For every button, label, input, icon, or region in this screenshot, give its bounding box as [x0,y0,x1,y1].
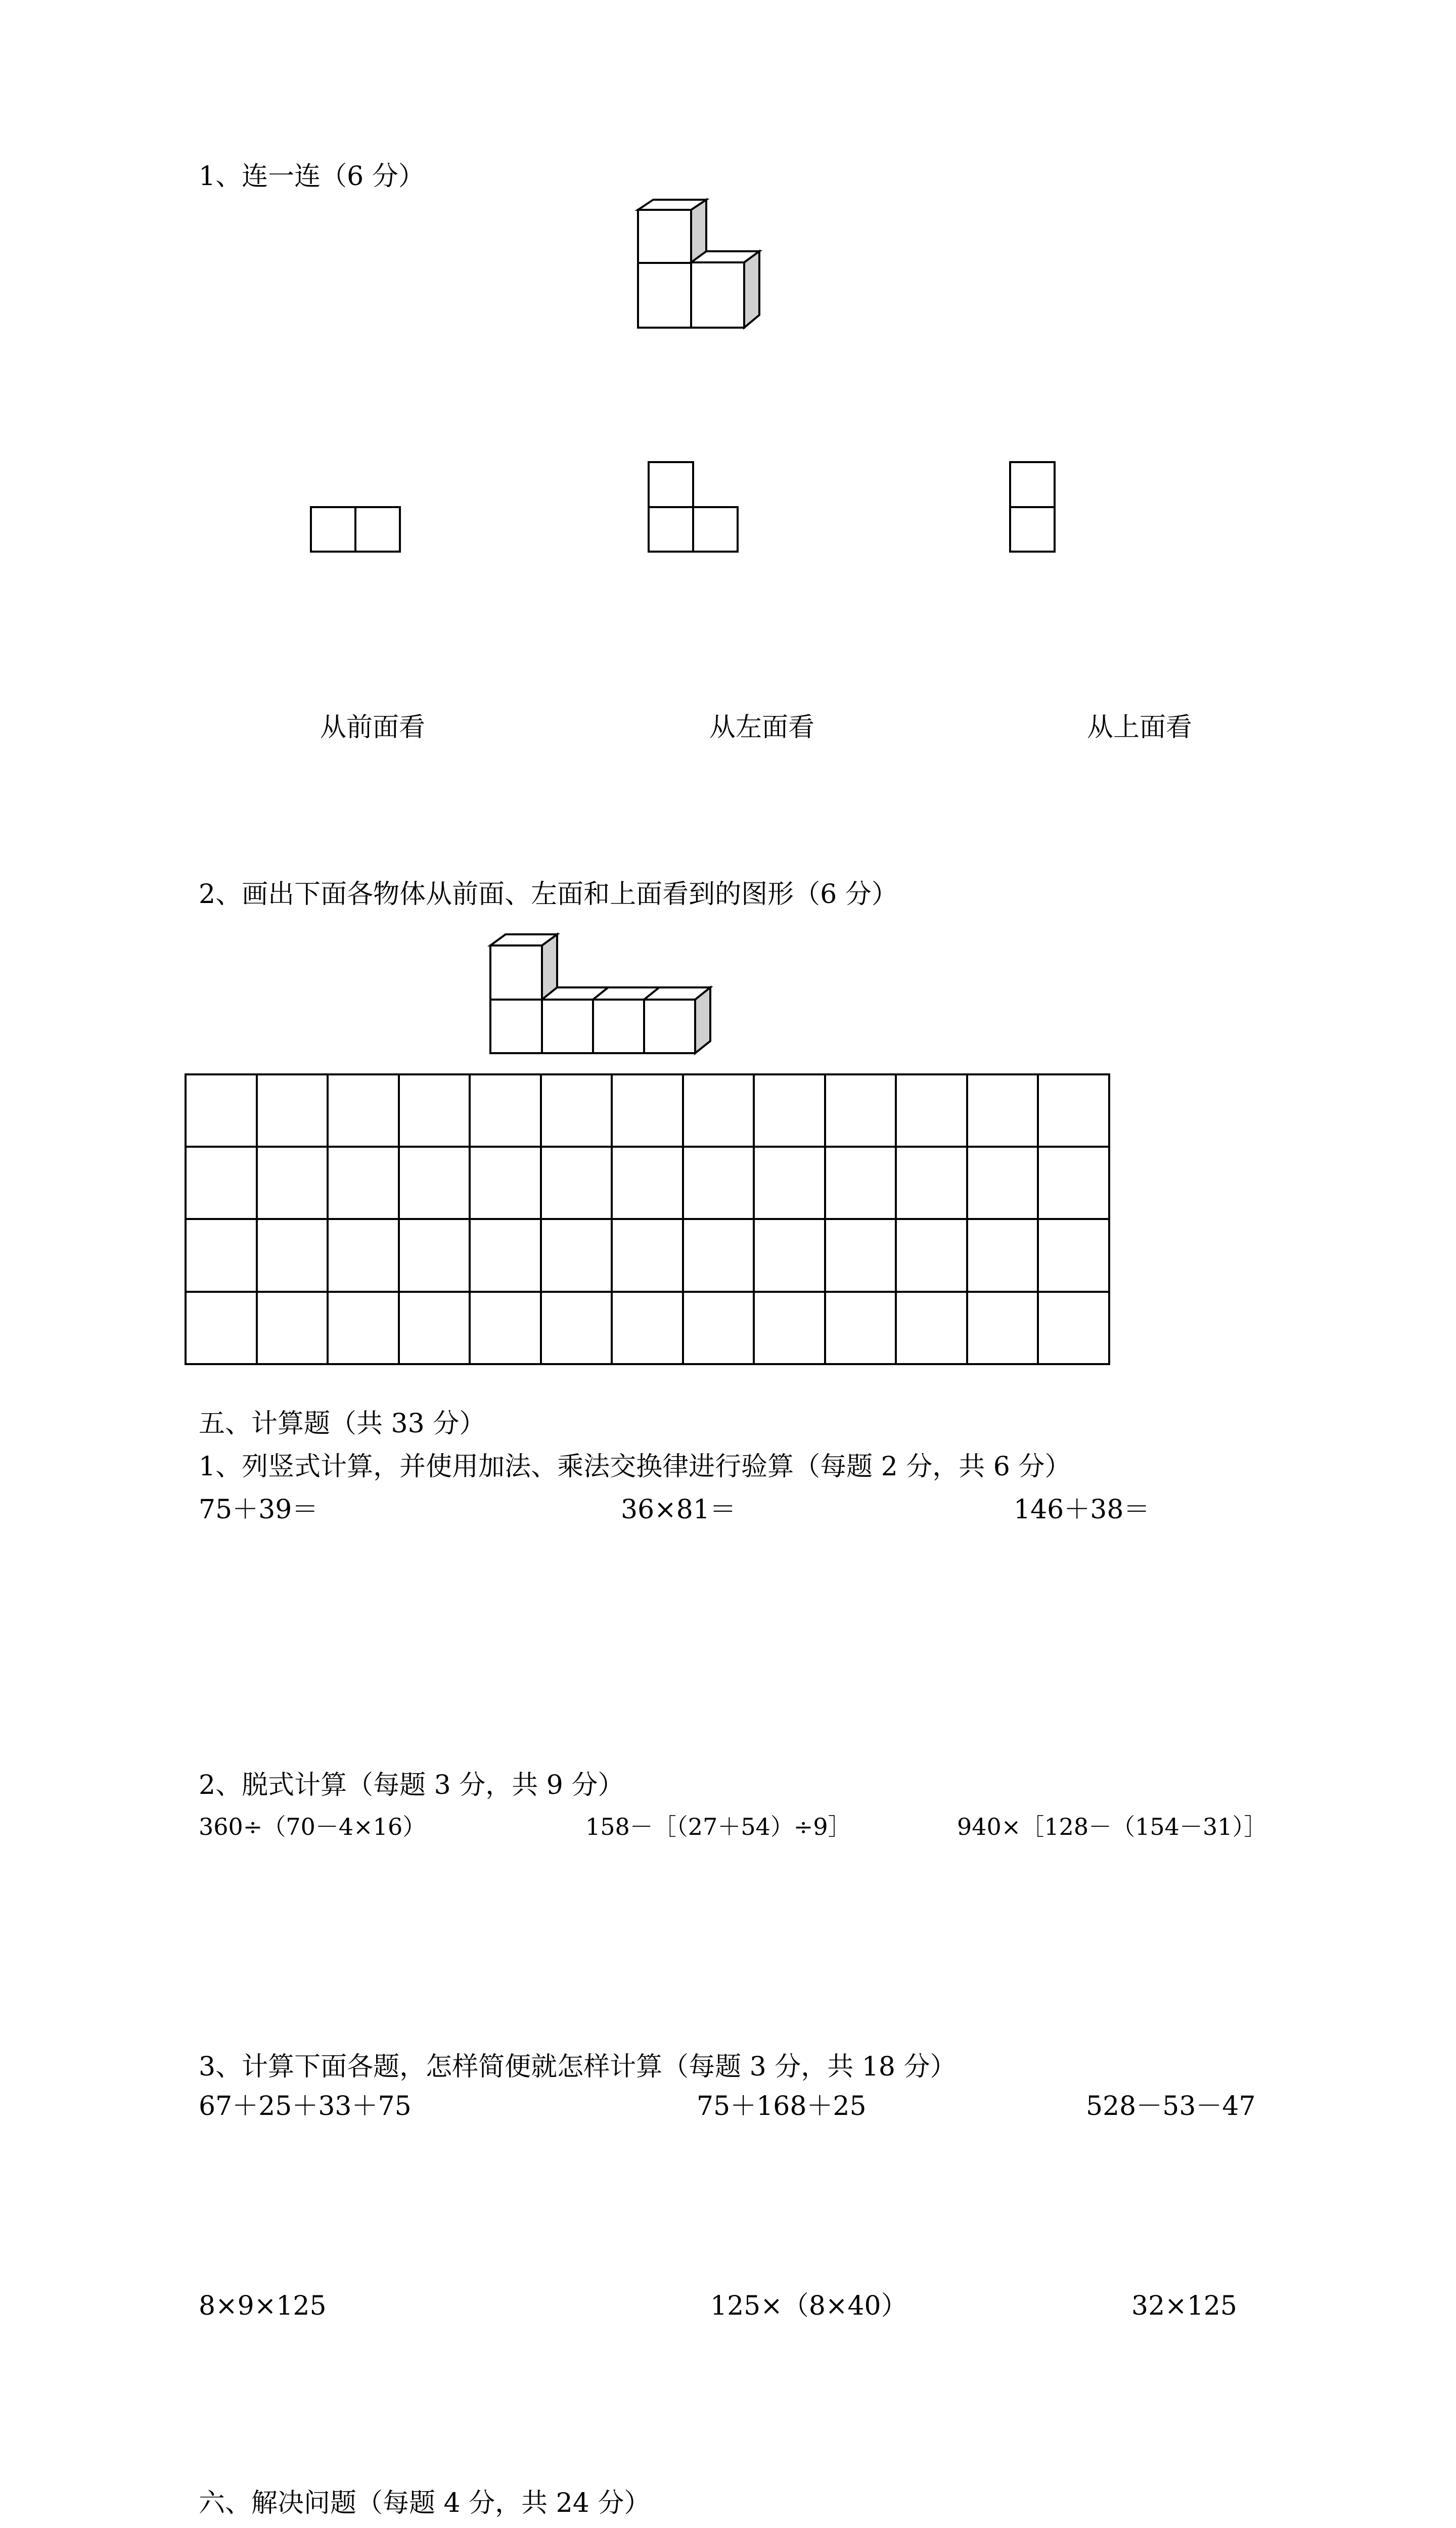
q1-view-l-shape [649,462,738,552]
step-calc-item: 158－［（27＋54）÷9］ [585,1813,851,1840]
section5-part2-title: 2、脱式计算（每题 3 分，共 9 分） [199,1770,624,1800]
step-calc-item: 940×［128－（154－31）］ [957,1813,1267,1840]
step-calc-item: 360÷（70－4×16） [199,1813,426,1840]
section5-part3-title: 3、计算下面各题，怎样简便就怎样计算（每题 3 分，共 18 分） [199,2052,957,2082]
simplify-calc-item: 528－53－47 [1086,2091,1256,2121]
simplify-calc-item: 125×（8×40） [710,2291,907,2321]
q1-label-left: 从左面看 [709,712,815,743]
q1-cube-figure [638,200,759,328]
q2-drawing-grid [186,1074,1109,1364]
q2-cube-figure [490,934,710,1053]
q1-title: 1、连一连（6 分） [199,161,425,192]
simplify-calc-item: 75＋168＋25 [697,2091,867,2121]
vertical-calc-item: 146＋38＝ [1014,1495,1150,1525]
q2-title: 2、画出下面各物体从前面、左面和上面看到的图形（6 分） [199,879,898,910]
q1-view-two-horizontal [311,507,400,552]
vertical-calc-item: 75＋39＝ [199,1495,318,1525]
section5-part1-title: 1、列竖式计算，并使用加法、乘法交换律进行验算（每题 2 分，共 6 分） [199,1452,1071,1482]
simplify-calc-item: 8×9×125 [199,2291,327,2321]
section5-title: 五、计算题（共 33 分） [199,1409,486,1439]
q1-label-top: 从上面看 [1087,712,1193,743]
section6-title: 六、解决问题（每题 4 分，共 24 分） [199,2488,651,2518]
vertical-calc-item: 36×81＝ [621,1495,736,1525]
q1-label-front: 从前面看 [320,712,426,743]
q1-view-two-vertical [1010,462,1055,552]
simplify-calc-item: 32×125 [1131,2291,1237,2321]
simplify-calc-item: 67＋25＋33＋75 [199,2091,412,2121]
